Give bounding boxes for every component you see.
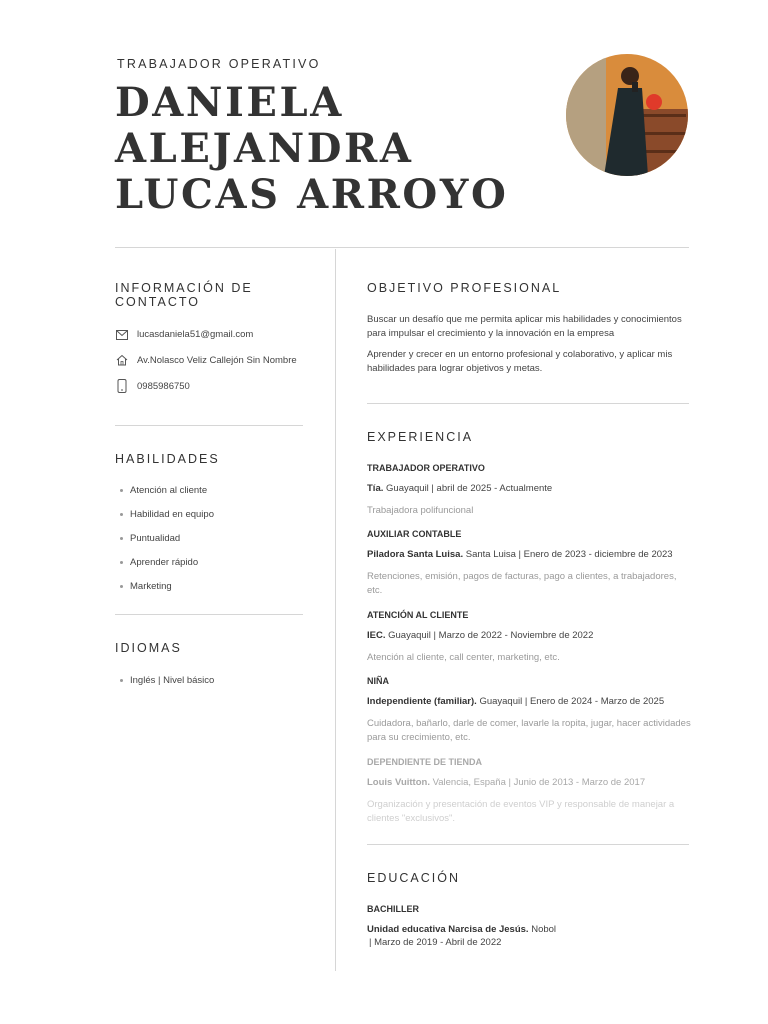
list-item: Atención al cliente xyxy=(120,478,214,502)
experience-desc: Retenciones, emisión, pagos de facturas, pago a clientes, a trabajadores, etc. xyxy=(367,571,677,596)
experience-divider xyxy=(367,844,689,845)
contact-title xyxy=(115,281,253,309)
column-divider xyxy=(335,249,336,971)
education-meta xyxy=(367,924,692,935)
name-line-2: ALEJANDRA xyxy=(115,125,414,172)
experience-company: IEC. xyxy=(367,630,386,641)
list-item: Inglés | Nivel básico xyxy=(120,668,214,692)
header-divider xyxy=(115,247,689,248)
education-place: Nobol xyxy=(531,924,557,935)
contact-title-line-2: CONTACTO xyxy=(115,295,200,309)
objective-para-2: Aprender y crecer en un entorno profesional y colaborativo, y aplicar mis habilidades para lograr objetivos y metas. xyxy=(367,349,673,374)
experience-desc: Trabajadora polifuncional xyxy=(367,505,474,516)
experience-meta xyxy=(367,696,692,707)
experience-item xyxy=(367,529,692,598)
experience-item xyxy=(367,757,692,826)
experience-details: Guayaquil | Marzo de 2022 - Noviembre de 2022 xyxy=(388,630,594,641)
name-line-1: DANIELA xyxy=(115,79,344,126)
name-line-3: LUCAS ARROYO xyxy=(115,171,509,218)
experience-title: AUXILIAR CONTABLE xyxy=(367,529,462,539)
experience-company: Independiente (familiar). xyxy=(367,696,477,707)
experience-title: EXPERIENCIA xyxy=(367,430,474,444)
experience-title: DEPENDIENTE DE TIENDA xyxy=(367,757,483,767)
experience-item xyxy=(367,610,692,665)
experience-company: Tía. xyxy=(367,483,384,494)
education-dates: | Marzo de 2019 - Abril de 2022 xyxy=(369,937,502,948)
job-role: TRABAJADOR OPERATIVO xyxy=(117,57,321,71)
experience-details: Guayaquil | abril de 2025 - Actualmente xyxy=(386,483,553,494)
skills-list xyxy=(120,478,214,598)
education-title: EDUCACIÓN xyxy=(367,871,461,885)
experience-desc: Cuidadora, bañarlo, darle de comer, lavarle la ropita, jugar, hacer actividades para su crecimiento, etc. xyxy=(367,718,691,743)
list-item: Habilidad en equipo xyxy=(120,502,214,526)
skills-title: HABILIDADES xyxy=(115,452,220,466)
experience-meta xyxy=(367,549,692,560)
experience-company: Piladora Santa Luisa. xyxy=(367,549,464,560)
contact-divider xyxy=(115,425,303,426)
experience-title: TRABAJADOR OPERATIVO xyxy=(367,463,485,473)
contact-email xyxy=(116,329,253,340)
objective-divider xyxy=(367,403,689,404)
education-item xyxy=(367,904,692,958)
objective-para-1: Buscar un desafío que me permita aplicar mis habilidades y conocimientos para impulsar el crecimiento y la innovación en la empresa xyxy=(367,314,682,339)
experience-title: ATENCIÓN AL CLIENTE xyxy=(367,610,469,620)
experience-item xyxy=(367,463,692,518)
objective-title: OBJETIVO PROFESIONAL xyxy=(367,281,562,295)
home-icon xyxy=(116,354,128,366)
envelope-icon xyxy=(116,330,128,340)
experience-details: Valencia, España | Junio de 2013 - Marzo de 2017 xyxy=(432,777,646,788)
experience-meta xyxy=(367,483,692,494)
education-school: Unidad educativa Narcisa de Jesús. xyxy=(367,924,529,935)
phone-icon xyxy=(116,379,128,393)
skills-divider xyxy=(115,614,303,615)
email-text: lucasdaniela51@gmail.com xyxy=(137,329,254,340)
contact-phone xyxy=(116,379,190,393)
phone-text: 0985986750 xyxy=(137,380,190,392)
contact-address xyxy=(116,354,297,366)
languages-list xyxy=(120,668,214,692)
experience-desc: Atención al cliente, call center, marketing, etc. xyxy=(367,652,560,663)
experience-desc: Organización y presentación de eventos VIP y responsable de manejar a clientes "exclusivos". xyxy=(367,799,675,824)
list-item: Marketing xyxy=(120,574,214,598)
languages-title: IDIOMAS xyxy=(115,641,182,655)
experience-meta xyxy=(367,630,692,641)
experience-meta xyxy=(367,777,692,788)
full-name xyxy=(115,80,508,218)
experience-item xyxy=(367,676,692,745)
experience-title: NIÑA xyxy=(367,676,389,686)
experience-details: Santa Luisa | Enero de 2023 - diciembre de 2023 xyxy=(465,549,673,560)
contact-title-line-1: INFORMACIÓN DE xyxy=(115,281,253,295)
address-text: Av.Nolasco Veliz Callejón Sin Nombre xyxy=(137,354,297,366)
list-item: Puntualidad xyxy=(120,526,214,550)
list-item: Aprender rápido xyxy=(120,550,214,574)
profile-photo xyxy=(566,54,688,176)
education-degree: BACHILLER xyxy=(367,904,419,914)
experience-company: Louis Vuitton. xyxy=(367,777,430,788)
experience-details: Guayaquil | Enero de 2024 - Marzo de 2025 xyxy=(479,696,665,707)
